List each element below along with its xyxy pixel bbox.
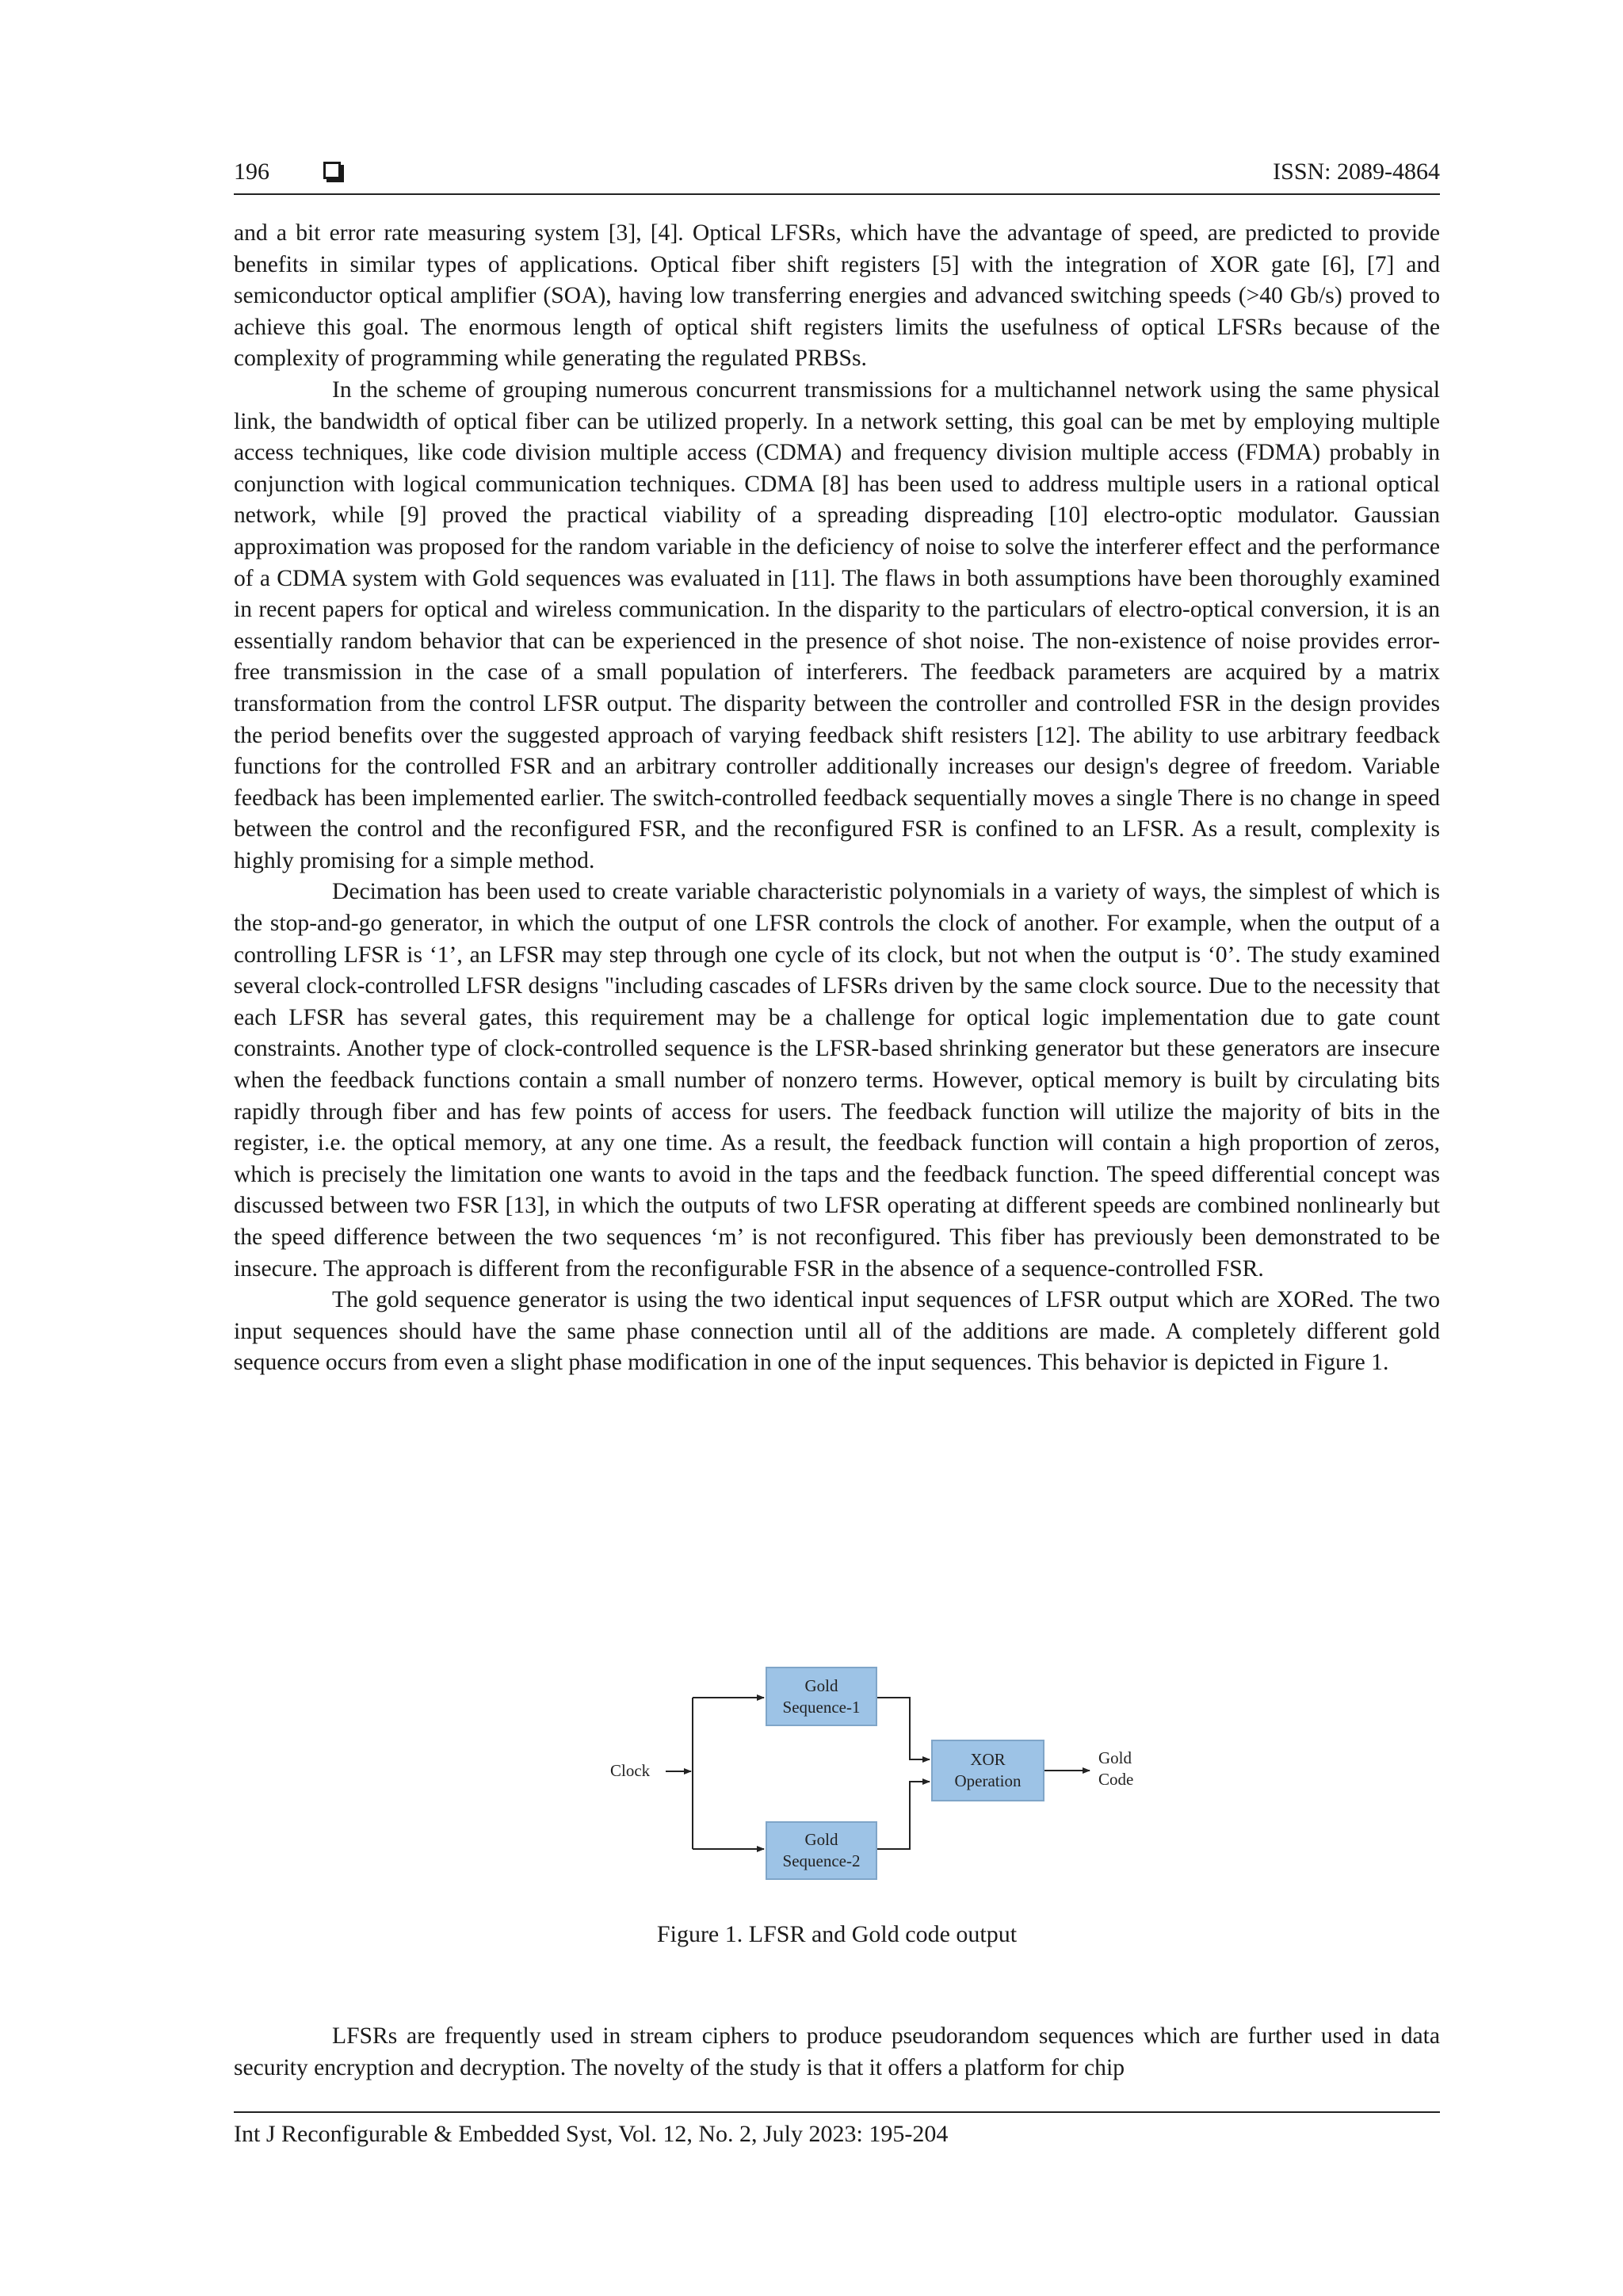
figure-caption: Figure 1. LFSR and Gold code output <box>656 1921 1018 1947</box>
gold-code-label: Gold Code <box>1098 1748 1134 1789</box>
paragraph-5: LFSRs are frequently used in stream ciphers to produce pseudorandom sequences which are further used in data security encryption and decryption. The novelty of the study is that it offers a platform for chip <box>234 2023 1440 2080</box>
page-number: 196 <box>234 159 269 185</box>
paragraph-4: The gold sequence generator is using the two identical input sequences of LFSR output which are XORed. The two input sequences should have the same phase connection until all of the additions are made. A completely different gold sequence occurs from even a slight phase modification in one of the input sequences. This behavior is depicted in Figure 1. <box>234 1287 1440 1376</box>
closing-text <box>234 2021 1440 2084</box>
gold-sequence-2-block: Gold Sequence-2 <box>766 1821 877 1880</box>
page-footer: Int J Reconfigurable & Embedded Syst, Vol. 12, No. 2, July 2023: 195-204 <box>234 2111 1440 2148</box>
paragraph-3: Decimation has been used to create variable characteristic polynomials in a variety of ways, the simplest of which is the stop-and-go generator, in which the output of one LFSR controls the clock of another. For example, when the output of a controlling LFSR is ‘1’, an LFSR may step through one cycle of its clock, but not when the output is ‘0’. The study examined several clock-controlled LFSR designs "including cascades of LFSRs driven by the same clock source. Due to the necessity that each LFSR has several gates, this requirement may be a challenge for optical logic implementation due to gate count constraints. Another type of clock-controlled sequence is the LFSR-based shrinking generator but these generators are insecure when the feedback functions contain a small number of nonzero terms. However, optical memory is built by circulating bits rapidly through fiber and has few points of access for users. The feedback function will utilize the majority of bits in the register, i.e. the optical memory, at any one time. As a result, the feedback function will contain a high proportion of zeros, which is precisely the limitation one wants to avoid in the taps and the feedback function. The speed differential concept was discussed between two FSR [13], in which the outputs of two LFSR operating at different speeds are combined nonlinearly but the speed difference between the two sequences ‘m’ is not reconfigured. This fiber has previously been demonstrated to be insecure. The approach is different from the reconfigurable FSR in the absence of a sequence-controlled FSR. <box>234 879 1440 1282</box>
figure-1-diagram <box>610 1660 1165 1898</box>
paragraph-1: and a bit error rate measuring system [3], [4]. Optical LFSRs, which have the advantage of speed, are predicted to provide benefits in similar types of applications. Optical fiber shift registers [5] with the integration of XOR gate [6], [7] and semiconductor optical amplifier (SOA), having low transferring energies and advanced switching speeds (>40 Gb/s) proved to achieve this goal. The enormous length of optical shift registers limits the usefulness of optical LFSRs because of the complexity of programming while generating the regulated PRBSs. <box>234 220 1440 372</box>
xor-operation-block: XOR Operation <box>931 1740 1044 1801</box>
body-text <box>234 218 1440 1379</box>
seq2-to-xor-line <box>877 1782 930 1849</box>
issn-label: ISSN: 2089-4864 <box>1273 159 1440 185</box>
page-header <box>234 155 1440 195</box>
clock-label: Clock <box>610 1761 651 1780</box>
seq1-to-xor-line <box>877 1698 930 1759</box>
paragraph-2: In the scheme of grouping numerous concurrent transmissions for a multichannel network using the same physical link, the bandwidth of optical fiber can be utilized properly. In a network setting, this goal can be met by employing multiple access techniques, like code division multiple access (CDMA) and frequency division multiple access (FDMA) probably in conjunction with logical communication techniques. CDMA [8] has been used to address multiple users in a rational optical network, while [9] proved the practical viability of a spreading dispreading [10] electro-optic modulator. Gaussian approximation was proposed for the random variable in the deficiency of noise to solve the interferer effect and the performance of a CDMA system with Gold sequences was evaluated in [11]. The flaws in both assumptions have been thoroughly examined in recent papers for optical and wireless communication. In the disparity to the particulars of electro-optical conversion, it is an essentially random behavior that can be experienced in the presence of shot noise. The non-existence of noise provides error-free transmission in the case of a small population of interferers. The feedback parameters are acquired by a matrix transformation from the control LFSR output. The disparity between the controller and controlled FSR in the design provides the period benefits over the suggested approach of varying feedback shift resisters [12]. The ability to use arbitrary feedback functions for the controlled FSR and an arbitrary controller additionally increases our design's degree of freedom. Variable feedback has been implemented earlier. The switch-controlled feedback sequentially moves a single There is no change in speed between the control and the reconfigured FSR, and the reconfigured FSR is confined to an LFSR. As a result, complexity is highly promising for a simple method. <box>234 376 1440 873</box>
square-bullet-icon <box>323 162 341 179</box>
diagram-connectors <box>610 1660 1165 1898</box>
gold-sequence-1-block: Gold Sequence-1 <box>766 1667 877 1726</box>
